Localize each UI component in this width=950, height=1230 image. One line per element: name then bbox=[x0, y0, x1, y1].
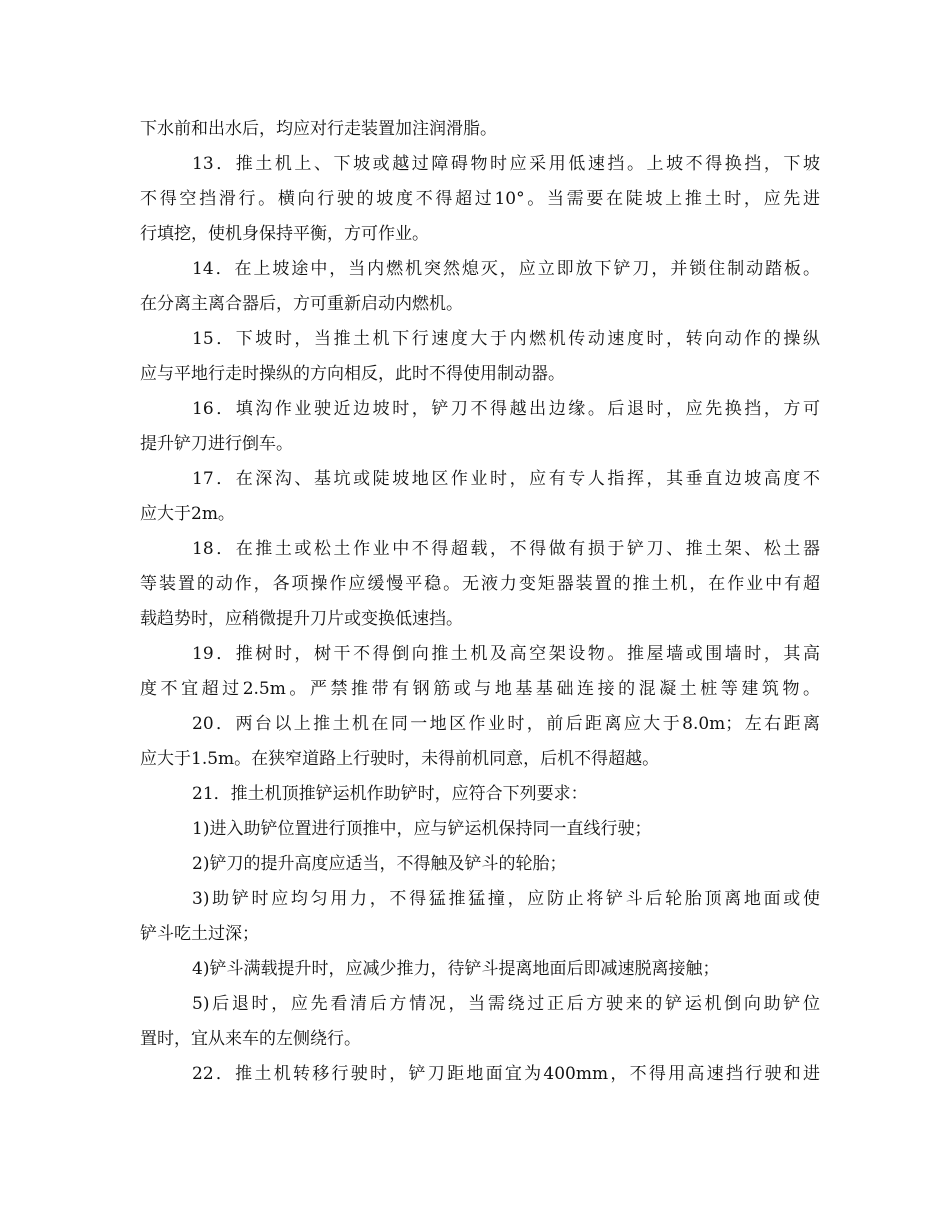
text-line: 应与平地行走时操纵的方向相反，此时不得使用制动器。 bbox=[140, 364, 565, 384]
text-line: 20．两台以上推土机在同一地区作业时，前后距离应大于8.0m；左右距离 bbox=[192, 714, 820, 734]
text-line: 22．推土机转移行驶时，铲刀距地面宜为400mm，不得用高速挡行驶和进 bbox=[192, 1064, 820, 1084]
text-line: 19．推树时，树干不得倒向推土机及高空架设物。推屋墙或围墙时，其高 bbox=[192, 644, 820, 664]
text-line: 2)铲刀的提升高度应适当，不得触及铲斗的轮胎； bbox=[192, 854, 567, 874]
text-line: 应大于1.5m。在狭窄道路上行驶时，未得前机同意，后机不得超越。 bbox=[140, 749, 660, 769]
text-line: 4)铲斗满载提升时，应减少推力，待铲斗提离地面后即减速脱离接触； bbox=[192, 959, 720, 979]
document-body bbox=[140, 112, 820, 1092]
text-line: 应大于2m。 bbox=[140, 504, 235, 524]
text-line: 铲斗吃土过深； bbox=[140, 924, 259, 944]
text-line: 17．在深沟、基坑或陡坡地区作业时，应有专人指挥，其垂直边坡高度不 bbox=[192, 469, 820, 489]
text-line: 在分离主离合器后，方可重新启动内燃机。 bbox=[140, 294, 463, 314]
text-line: 度不宜超过2.5m。严禁推带有钢筋或与地基基础连接的混凝土桩等建筑物。 bbox=[140, 679, 820, 699]
text-line: 5)后退时，应先看清后方情况，当需绕过正后方驶来的铲运机倒向助铲位 bbox=[192, 994, 820, 1014]
text-line: 18．在推土或松土作业中不得超载，不得做有损于铲刀、推土架、松土器 bbox=[192, 539, 820, 559]
text-line: 21．推土机顶推铲运机作助铲时，应符合下列要求： bbox=[192, 784, 588, 804]
text-line: 置时，宜从来车的左侧绕行。 bbox=[140, 1029, 361, 1049]
text-line: 等装置的动作，各项操作应缓慢平稳。无液力变矩器装置的推土机，在作业中有超 bbox=[140, 574, 820, 594]
text-line: 提升铲刀进行倒车。 bbox=[140, 434, 293, 454]
text-line: 1)进入助铲位置进行顶推中，应与铲运机保持同一直线行驶； bbox=[192, 819, 652, 839]
text-line: 3)助铲时应均匀用力，不得猛推猛撞，应防止将铲斗后轮胎顶离地面或使 bbox=[192, 889, 820, 909]
text-line: 不得空挡滑行。横向行驶的坡度不得超过10°。当需要在陡坡上推土时，应先进 bbox=[140, 189, 820, 209]
text-line: 14．在上坡途中，当内燃机突然熄灭，应立即放下铲刀，并锁住制动踏板。 bbox=[192, 259, 820, 279]
text-line: 16．填沟作业驶近边坡时，铲刀不得越出边缘。后退时，应先换挡，方可 bbox=[192, 399, 820, 419]
text-line: 15．下坡时，当推土机下行速度大于内燃机传动速度时，转向动作的操纵 bbox=[192, 329, 820, 349]
text-line: 下水前和出水后，均应对行走装置加注润滑脂。 bbox=[140, 119, 497, 139]
text-line: 13．推土机上、下坡或越过障碍物时应采用低速挡。上坡不得换挡，下坡 bbox=[192, 154, 820, 174]
text-line: 行填挖，使机身保持平衡，方可作业。 bbox=[140, 224, 429, 244]
text-line: 载趋势时，应稍微提升刀片或变换低速挡。 bbox=[140, 609, 463, 629]
